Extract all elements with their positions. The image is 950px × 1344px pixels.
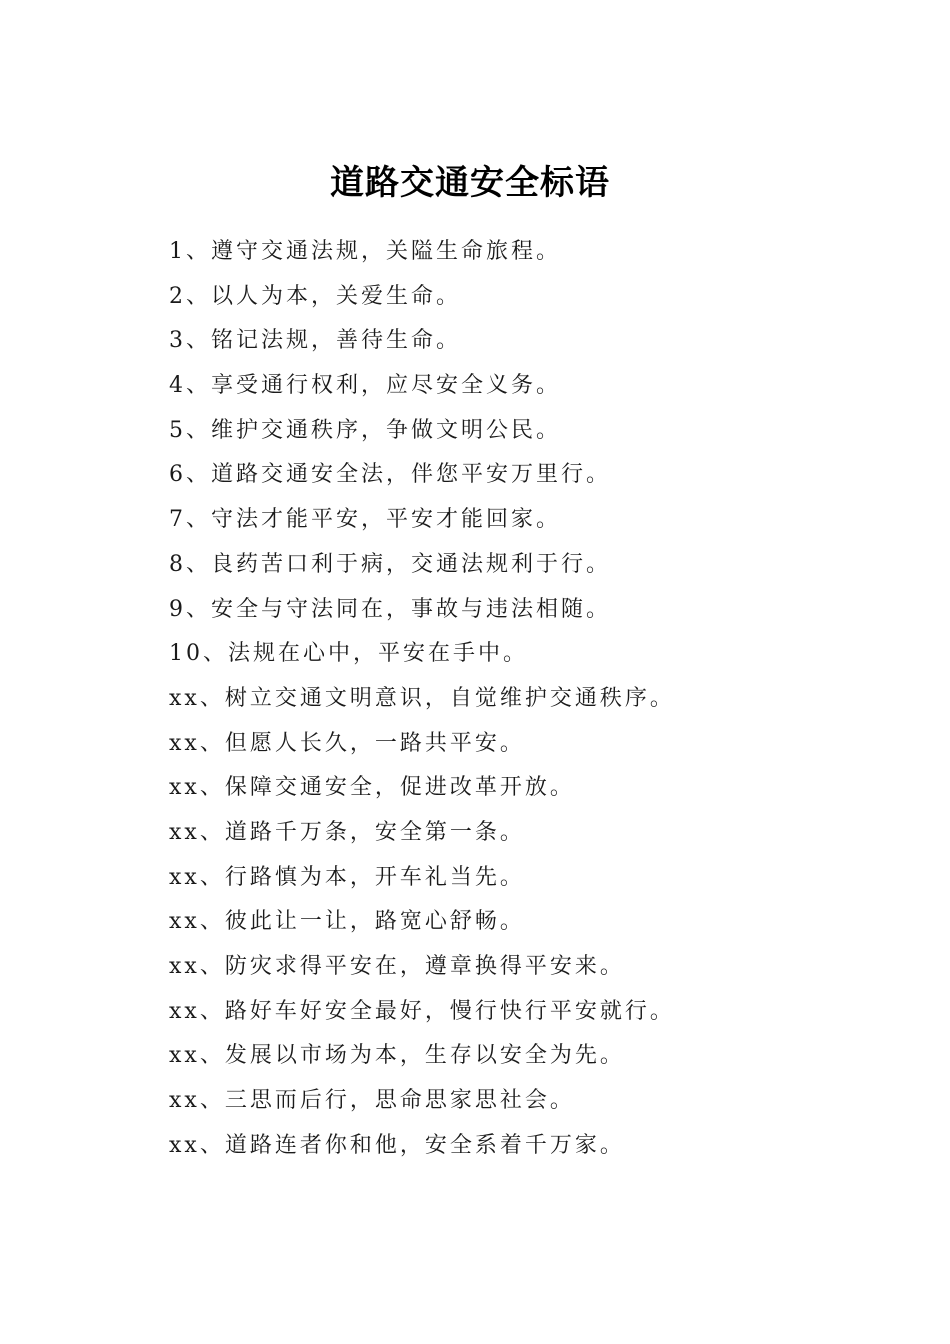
list-item: xx、道路连者你和他，安全系着千万家。: [169, 1132, 625, 1158]
list-item: xx、行路慎为本，开车礼当先。: [169, 864, 525, 890]
list-item: 6、道路交通安全法，伴您平安万里行。: [169, 462, 611, 488]
list-item: xx、但愿人长久，一路共平安。: [169, 730, 525, 756]
slogan-list: [169, 230, 869, 1168]
list-item: 8、良药苦口利于病，交通法规利于行。: [169, 551, 611, 577]
list-item: xx、防灾求得平安在，遵章换得平安来。: [169, 954, 625, 979]
list-item: 7、守法才能平安，平安才能回家。: [169, 507, 561, 533]
document-title: 道路交通安全标语: [330, 162, 610, 203]
list-item: 1、遵守交通法规，关隘生命旅程。: [169, 239, 561, 264]
list-item: 3、铭记法规，善待生命。: [169, 328, 461, 354]
list-item: xx、树立交通文明意识，自觉维护交通秩序。: [169, 685, 675, 711]
list-item: 5、维护交通秩序，争做文明公民。: [169, 417, 561, 443]
list-item: 9、安全与守法同在，事故与违法相随。: [169, 596, 611, 622]
list-item: xx、发展以市场为本，生存以安全为先。: [169, 1043, 625, 1069]
list-item: xx、道路千万条，安全第一条。: [169, 819, 525, 845]
list-item: 4、享受通行权利，应尽安全义务。: [169, 373, 561, 399]
list-item: 2、以人为本，关爱生命。: [169, 283, 461, 309]
list-item: xx、彼此让一让，路宽心舒畅。: [169, 909, 525, 935]
list-item: xx、路好车好安全最好，慢行快行平安就行。: [169, 998, 675, 1024]
list-item: xx、保障交通安全，促进改革开放。: [169, 775, 575, 801]
list-item: 10、法规在心中，平安在手中。: [169, 641, 528, 667]
list-item: xx、三思而后行，思命思家思社会。: [169, 1088, 575, 1114]
